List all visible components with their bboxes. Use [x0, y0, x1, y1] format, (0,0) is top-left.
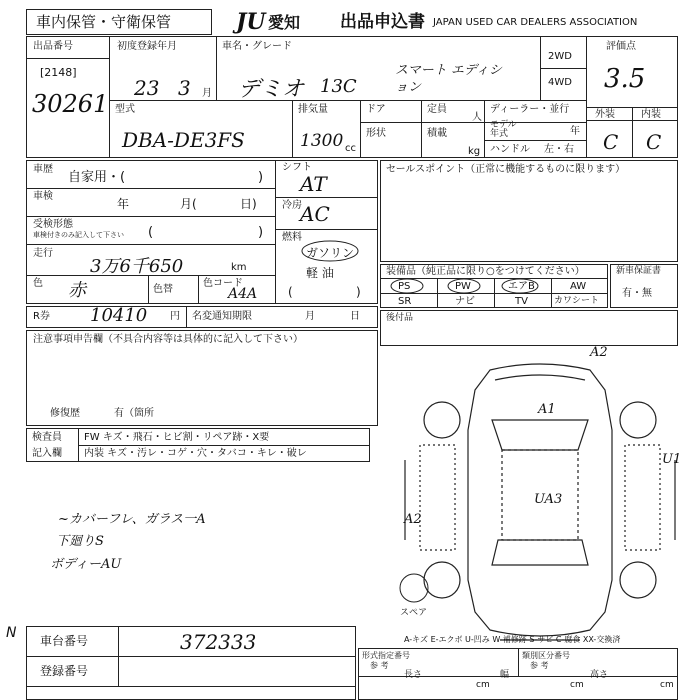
inspector-row1: FW キズ・飛石・ヒビ割・リペア跡・X要 [84, 432, 270, 443]
car-grade: 13C [320, 76, 357, 97]
note-line-2: 下廻りS [56, 534, 104, 549]
mileage-unit: km [231, 262, 247, 273]
after-mount-label: 後付品 [386, 313, 414, 323]
class-number-label: 類別区分番号 [522, 651, 570, 660]
lot-number-label: 出品番号 [33, 41, 73, 52]
displacement-unit: cc [345, 143, 356, 154]
color-code: A4A [228, 286, 258, 302]
inspection-month: 月( [180, 197, 197, 211]
inspection-year: 年 [117, 197, 130, 211]
exterior-label: 外装 [595, 109, 615, 120]
equip-sr: SR [398, 296, 412, 307]
page-title: 出品申込書 [340, 12, 425, 32]
warranty-value: 有・無 [622, 288, 652, 299]
dealer-label: ディーラー・並行 [490, 104, 570, 115]
first-reg-month: 3 [178, 76, 191, 100]
handle-options: 左・右 [544, 144, 574, 155]
equip-aw: AW [570, 281, 587, 292]
first-reg-label: 初度登録年月 [117, 41, 177, 52]
damage-mark-ua3: UA3 [534, 492, 563, 507]
width-unit: cm [570, 680, 584, 690]
notice-label: 名変通知期限 [192, 311, 252, 322]
recycle-value: 10410 [90, 305, 148, 326]
length-label: 長さ [404, 670, 423, 680]
spare-tire-icon [400, 574, 428, 602]
exterior-grade: C [603, 130, 619, 154]
car-name: デミオ [238, 77, 305, 102]
selling-points-block [380, 160, 678, 262]
score-value: 3.5 [604, 64, 646, 94]
history-label: 車歴 [33, 164, 53, 175]
receive-close: ) [258, 225, 264, 240]
damage-mark-a1: A1 [538, 402, 556, 417]
ac-label: 冷房 [282, 200, 302, 211]
displacement-label: 排気量 [298, 104, 328, 115]
equipment-circles [380, 264, 608, 308]
equip-airbag: エアB [508, 281, 535, 292]
lot-number: 30261 [32, 90, 109, 118]
handle-label: ハンドル [490, 144, 530, 155]
model-label: 型式 [115, 104, 135, 115]
shift-value: AT [300, 172, 327, 196]
length-unit: cm [476, 680, 490, 690]
interior-grade: C [646, 130, 662, 154]
first-reg-month-unit: 月 [202, 88, 212, 99]
first-reg-year: 23 [134, 76, 160, 100]
association-name: JAPAN USED CAR DEALERS ASSOCIATION [433, 17, 638, 28]
ac-value: AC [300, 202, 330, 226]
note-line-1: ~カバーフレ、ガラス一A [58, 512, 206, 527]
damage-mark-a2-top: A2 [590, 345, 608, 360]
color-change-label: 色替 [153, 284, 173, 295]
lot-bracket: [2148] [40, 66, 77, 79]
equip-seat: カワシート [554, 296, 600, 306]
repair-label: 修復歴 [50, 408, 80, 419]
width-label: 幅 [500, 670, 510, 680]
equip-ps: PS [398, 281, 411, 292]
inspection-label: 車検 [33, 191, 53, 202]
fuel-open: ( [288, 285, 293, 299]
receive-open: ( [148, 225, 154, 240]
model-code: DBA-DE3FS [122, 128, 245, 152]
after-mount-block [380, 310, 678, 346]
year-unit: 年 [570, 126, 580, 137]
note-line-3: ボディーAU [50, 557, 122, 572]
color-value: 赤 [68, 280, 86, 301]
spare-label: スペア [400, 608, 428, 618]
recycle-label: R券 [33, 311, 50, 322]
capacity-label: 定員 [427, 104, 447, 115]
registration-label: 登録番号 [40, 664, 89, 678]
damage-legend: A-キズ E-エクボ U-凹み W-補修跡 S-サビ C-腐食 XX-交換済 [404, 635, 621, 644]
mileage-value: 3万6千650 [90, 256, 184, 277]
interior-label: 内装 [641, 109, 661, 120]
history-close: ) [258, 170, 264, 185]
shift-label: シフト [282, 162, 312, 173]
fuel-label: 燃料 [282, 232, 302, 243]
car-grade-note: スマート エディション [395, 63, 502, 95]
fuel-gasoline: ガソリン [306, 246, 355, 260]
equipment-label: 装備品（純正品に限り○をつけてください） [386, 266, 585, 277]
inspector-label-2: 記入欄 [32, 448, 62, 459]
equip-pw: PW [455, 281, 471, 292]
color-label: 色 [33, 278, 43, 289]
inspector-row2: 内装 キズ・汚レ・コゲ・穴・タバコ・キレ・破レ [84, 448, 307, 459]
model-year-label: モデル [490, 120, 517, 130]
title-kana: 愛知 [268, 13, 301, 32]
drive-4wd: 4WD [548, 77, 572, 88]
height-unit: cm [660, 680, 674, 690]
equip-tv: TV [515, 296, 528, 307]
inspection-day: 日) [240, 197, 257, 211]
history-value: 自家用・( [68, 170, 126, 185]
receive-label: 受検形態 [33, 219, 73, 230]
fuel-close: ) [356, 285, 361, 299]
notice-month: 月 [305, 311, 315, 322]
color-code-label: 色コード [203, 278, 243, 289]
score-label: 評価点 [606, 41, 636, 52]
shape-label: 形状 [366, 128, 386, 139]
load-label: 積載 [427, 128, 447, 139]
damage-mark-a2-left: A2 [404, 512, 422, 527]
fuel-circle-mark [300, 240, 360, 262]
selling-points-label: セールスポイント（正常に機能するものに限ります） [386, 164, 626, 175]
warranty-label: 新車保証書 [616, 266, 662, 276]
notice-day: 日 [350, 311, 360, 322]
load-unit: kg [468, 146, 481, 157]
form-ref: 参 考 [370, 661, 389, 670]
repair-value: 有（箇所 [114, 408, 154, 419]
capacity-unit: 人 [472, 112, 482, 123]
door-label: ドア [366, 104, 386, 115]
form-number-label: 形式指定番号 [362, 651, 410, 660]
side-mark: N [6, 625, 17, 641]
chassis-label: 車台番号 [40, 634, 89, 648]
damage-mark-u1: U1 [662, 452, 682, 467]
ju-logo: JU [236, 9, 266, 35]
fuel-diesel: 軽 油 [306, 266, 334, 280]
chassis-number: 372333 [180, 630, 257, 654]
height-label: 高さ [590, 670, 609, 680]
displacement-value: 1300 [300, 131, 344, 151]
car-name-label: 車名・グレード [222, 41, 292, 52]
receive-note: 車検付きのみ記入して下さい [33, 231, 124, 239]
class-ref: 参 考 [530, 661, 549, 670]
drive-2wd: 2WD [548, 51, 572, 62]
remarks-label: 注意事項申告欄（不具合内容等は具体的に記入して下さい） [33, 334, 303, 345]
inspector-label: 検査員 [32, 432, 62, 443]
storage-label: 車内保管・守衛保管 [36, 13, 172, 31]
equip-navi: ナビ [455, 296, 475, 307]
year-label: 年式 [490, 129, 509, 139]
recycle-unit: 円 [170, 311, 180, 322]
mileage-label: 走行 [33, 248, 53, 259]
